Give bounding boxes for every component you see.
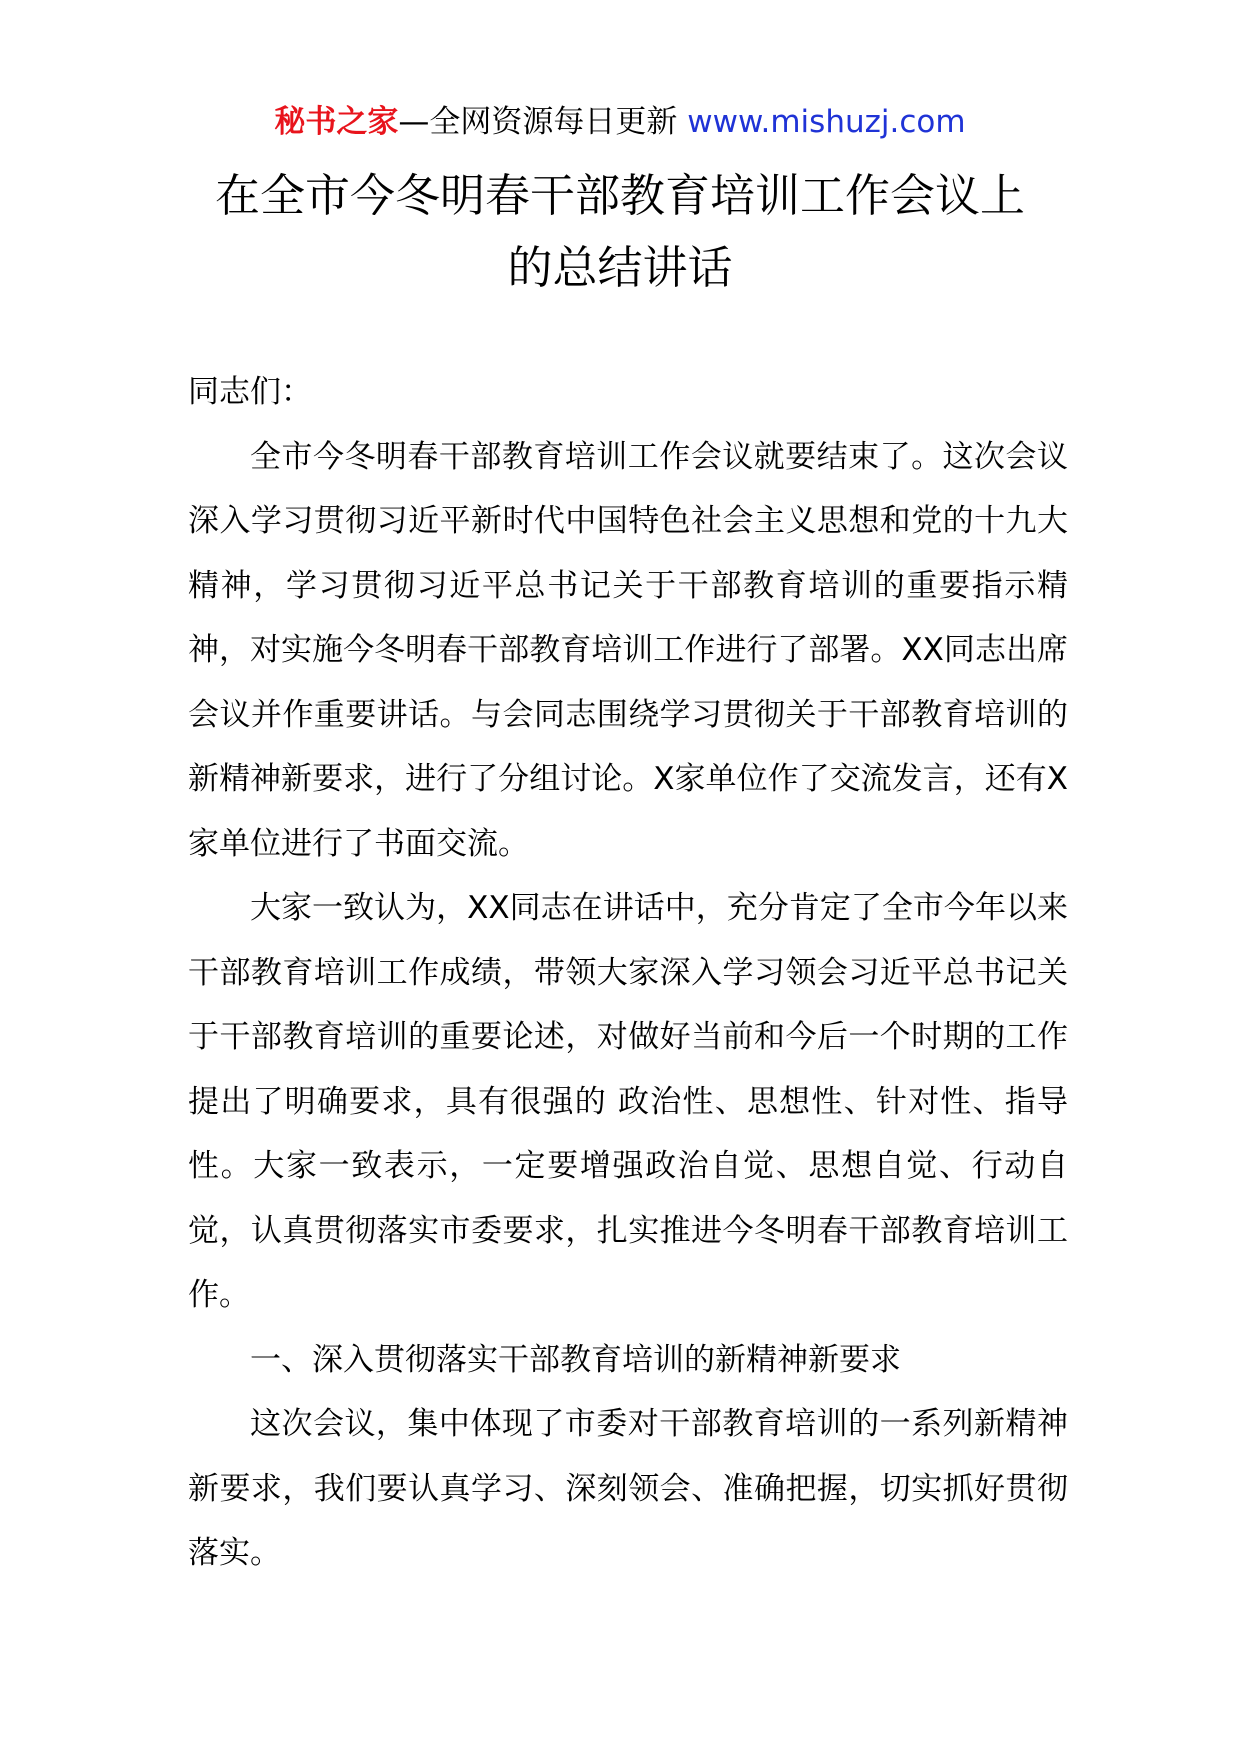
- title-line-2: 的总结讲话: [507, 241, 733, 294]
- site-url-link[interactable]: www.mishuzj.com: [687, 104, 966, 140]
- site-banner: [0, 100, 1240, 144]
- document-title: [100, 160, 1140, 304]
- body-paragraph-3: 这次会议，集中体现了市委对干部教育培训的一系列新精神新要求，我们要认真学习、深刻领会、准确把握，切实抓好贯彻落实。: [188, 1406, 1068, 1571]
- banner-tagline: —全网资源每日更新: [398, 104, 678, 140]
- section-heading-1: 一、深入贯彻落实干部教育培训的新精神新要求: [250, 1341, 901, 1378]
- document-body: [188, 360, 1068, 1586]
- brand-name: 秘书之家: [274, 104, 399, 140]
- title-line-1: 在全市今冬明春干部教育培训工作会议上: [214, 169, 1025, 222]
- salutation: 同志们：: [188, 374, 312, 410]
- body-paragraph-1: 全市今冬明春干部教育培训工作会议就要结束了。这次会议深入学习贯彻习近平新时代中国特色社会主义思想和党的十九大精神，学习贯彻习近平总书记关于干部教育培训的重要指示精神，对实施今冬明春干部教育培训工作进行了部署。XX同志出席会议并作重要讲话。与会同志围绕学习贯彻关于干部教育培训的新精神新要求，进行了分组讨论。X家单位作了交流发言，还有X家单位进行了书面交流。: [188, 438, 1068, 862]
- body-paragraph-2: 大家一致认为，XX同志在讲话中，充分肯定了全市今年以来干部教育培训工作成绩，带领大家深入学习领会习近平总书记关于干部教育培训的重要论述，对做好当前和今后一个时期的工作提出了明确要求，具有很强的 政治性、思想性、针对性、指导性。大家一致表示，一定要增强政治自觉、思想自觉、行动自觉，认真贯彻落实市委要求，扎实推进今冬明春干部教育培训工作。: [188, 890, 1068, 1313]
